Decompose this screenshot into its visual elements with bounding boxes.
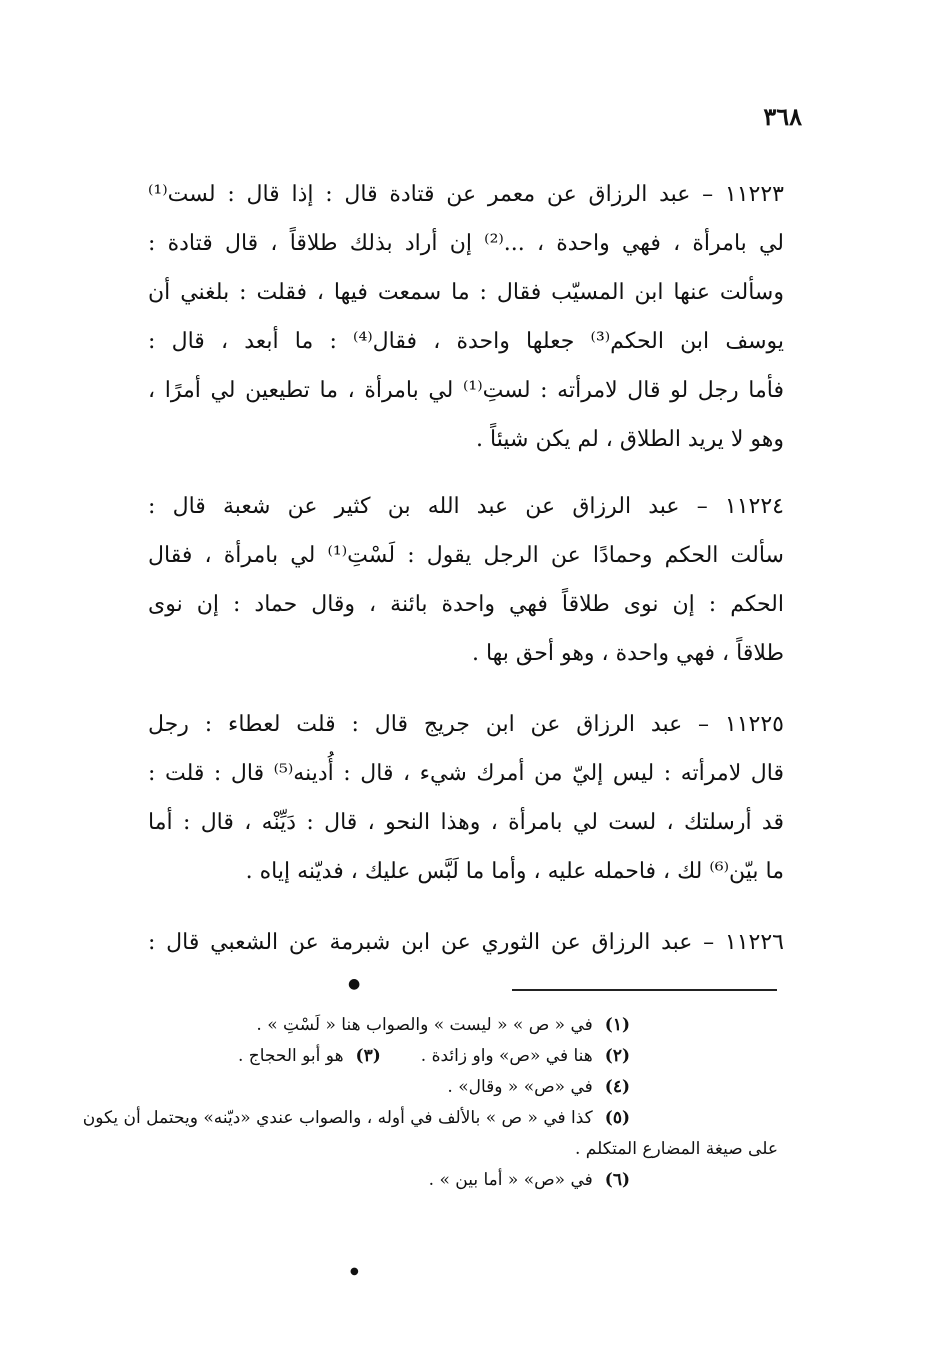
- footnote-text: على صيغة المضارع المتكلم .: [574, 1139, 778, 1159]
- footnote-number: (٤): [604, 1077, 630, 1097]
- page-number: ٣٦٨: [763, 102, 802, 131]
- text-line: ١١٢٢٣ – عبد الرزاق عن معمر عن قتادة قال : إذا قال : لست⁽¹⁾: [148, 182, 784, 207]
- text-line: وسألت عنها ابن المسيّب فقال : ما سمعت فيها ، فقلت : بلغني أن: [148, 280, 784, 305]
- footnote-5-continuation: [108, 1134, 778, 1165]
- hadith-11225: [148, 700, 784, 896]
- text-line: ١١٢٢٦ – عبد الرزاق عن الثوري عن ابن شبرمة عن الشعبي قال :: [148, 930, 784, 955]
- footnote-text: هنا في «ص» واو زائدة .: [420, 1046, 593, 1066]
- divider-mark-icon: ●: [348, 976, 361, 992]
- footnotes: [82, 1010, 778, 1196]
- text-line: يوسف ابن الحكم⁽³⁾ جعلها واحدة ، فقال⁽⁴⁾ : ما أبعد ، قال :: [148, 329, 785, 354]
- footnote-5: [82, 1103, 778, 1134]
- text-line: ١١٢٢٥ – عبد الرزاق عن ابن جريج قال : قلت لعطاء : رجل: [148, 712, 784, 737]
- footnote-6: [108, 1165, 778, 1196]
- footnote-number: (١): [604, 1015, 630, 1035]
- text-line: الحكم : إن نوى طلاقاً فهي واحدة بائنة ، وقال حماد : إن نوى: [148, 592, 784, 617]
- hadith-11224: [148, 482, 784, 678]
- text-line: سألت الحكم وحمادًا عن الرجل يقول : لَسْتِ⁽¹⁾ لي بامرأة ، فقال: [148, 543, 784, 568]
- text-line: وهو لا يريد الطلاق ، لم يكن شيئاً .: [476, 427, 784, 452]
- footnote-number: (٥): [604, 1108, 630, 1128]
- footnote-1: [108, 1010, 778, 1041]
- footnote-text: هو أبو الحجاج .: [237, 1046, 344, 1066]
- text-line: قال لامرأته : ليس إليّ من أمرك شيء ، قال : أُدينه⁽⁵⁾ قال : قلت :: [148, 761, 784, 786]
- footnote-text: في «ص» « وقال» .: [447, 1077, 593, 1097]
- footnote-number: (٣): [355, 1046, 381, 1066]
- footnote-text: في «ص» « أما بين » .: [428, 1170, 593, 1190]
- ink-speck-icon: ●: [350, 1266, 359, 1277]
- footnote-number: (٢): [604, 1046, 630, 1066]
- footnote-4: [108, 1072, 778, 1103]
- text-line: ١١٢٢٤ – عبد الرزاق عن عبد الله بن كثير عن شعبة قال :: [148, 494, 784, 519]
- text-line: طلاقاً ، فهي واحدة ، وهو أحق بها .: [471, 641, 784, 666]
- footnote-text: كذا في « ص » بالألف في أوله ، والصواب عندي «ديّنه» ويحتمل أن يكون: [82, 1108, 593, 1128]
- hadith-11223: [148, 170, 784, 464]
- text-line: لي بامرأة ، فهي واحدة ، ...⁽²⁾ إن أراد بذلك طلاقاً ، قال قتادة :: [148, 231, 785, 256]
- footnote-text: في « ص » « ليست » والصواب هنا « لَسْتِ » .: [256, 1015, 593, 1035]
- text-line: قد أرسلتك ، لست لي بامرأة ، وهذا النحو ، قال : دَيِّنْه ، قال : أما: [148, 810, 784, 835]
- text-line: فأما رجل لو قال لامرأته : لستِ⁽¹⁾ لي بامرأة ، ما تطيعين لي أمرًا ،: [148, 378, 784, 403]
- text-line: ما بيّن⁽⁶⁾ لك ، فاحمله عليه ، وأما ما لَبَّس عليك ، فديّنه إياه .: [245, 859, 784, 884]
- hadith-11226: [148, 918, 784, 967]
- footnote-divider: [512, 989, 777, 991]
- footnote-number: (٦): [604, 1170, 630, 1190]
- footnote-2-3: [108, 1041, 778, 1072]
